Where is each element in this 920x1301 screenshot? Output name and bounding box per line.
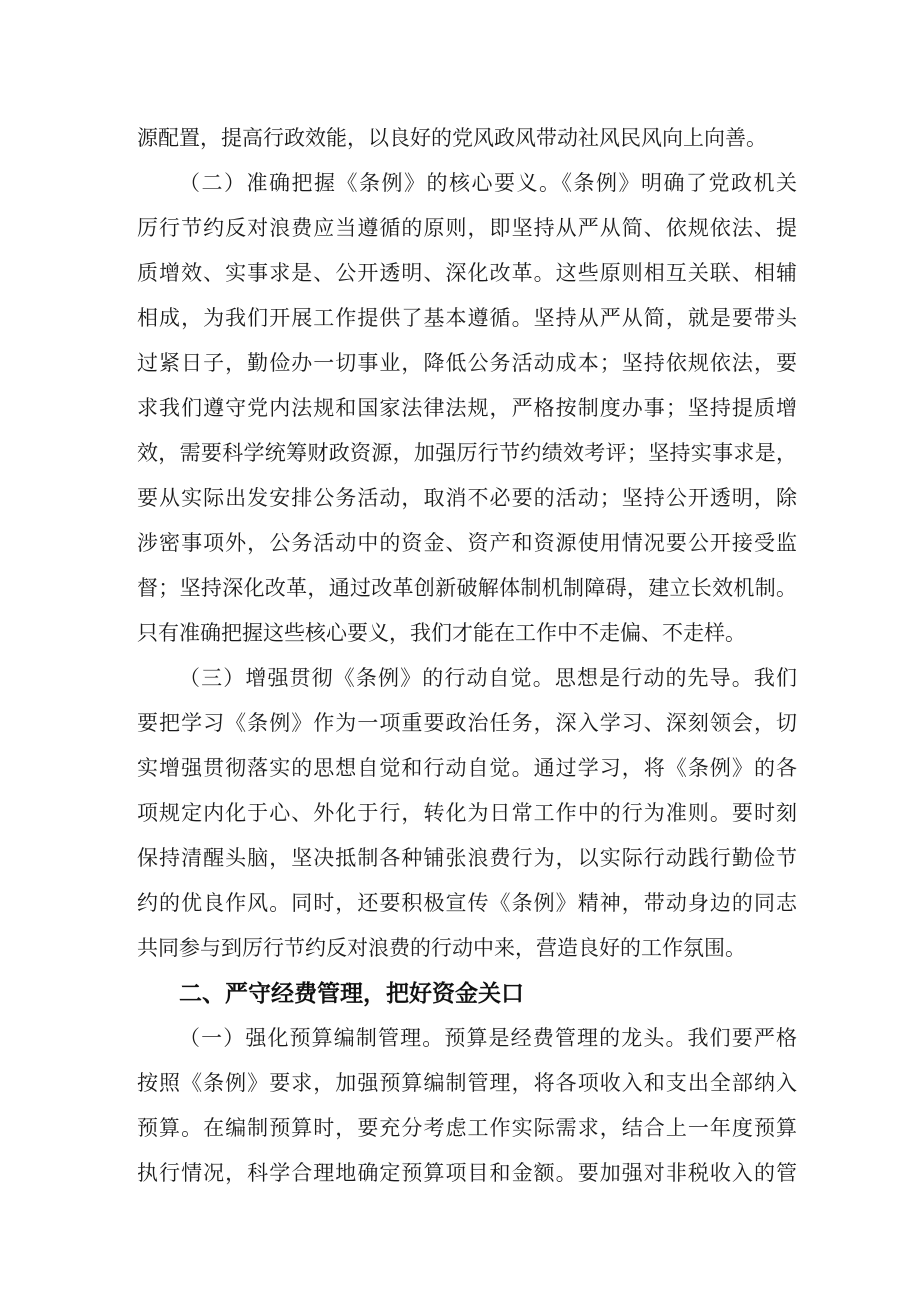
- paragraph-3-line-5: 保持清醒头脑，坚决抵制各种铺张浪费行为，以实际行动践行勤俭节: [137, 846, 797, 870]
- paragraph-1-line-1: 源配置，提高行政效能，以良好的党风政风带动社风民风向上向善。: [137, 126, 767, 150]
- paragraph-2-line-1: （二）准确把握《条例》的核心要义。《条例》明确了党政机关: [179, 171, 797, 195]
- paragraph-4-line-3: 预算。在编制预算时，要充分考虑工作实际需求，结合上一年度预算: [137, 1116, 797, 1140]
- paragraph-3-line-3: 实增强贯彻落实的思想自觉和行动自觉。通过学习，将《条例》的各: [137, 756, 797, 780]
- paragraph-2-line-11: 只有准确把握这些核心要义，我们才能在工作中不走偏、不走样。: [137, 621, 746, 645]
- paragraph-2-line-8: 要从实际出发安排公务活动，取消不必要的活动；坚持公开透明，除: [137, 486, 797, 510]
- paragraph-2-line-4: 相成，为我们开展工作提供了基本遵循。坚持从严从简，就是要带头: [137, 306, 797, 330]
- paragraph-2-line-9: 涉密事项外，公务活动中的资金、资产和资源使用情况要公开接受监: [137, 531, 797, 555]
- paragraph-4-line-2: 按照《条例》要求，加强预算编制管理，将各项收入和支出全部纳入: [137, 1071, 797, 1095]
- section-heading: 二、严守经费管理，把好资金关口: [179, 981, 524, 1007]
- paragraph-2-line-2: 厉行节约反对浪费应当遵循的原则，即坚持从严从简、依规依法、提: [137, 216, 797, 240]
- paragraph-2-line-7: 效，需要科学统筹财政资源，加强厉行节约绩效考评；坚持实事求是，: [137, 441, 797, 465]
- paragraph-3-line-4: 项规定内化于心、外化于行，转化为日常工作中的行为准则。要时刻: [137, 801, 797, 825]
- paragraph-2-line-3: 质增效、实事求是、公开透明、深化改革。这些原则相互关联、相辅: [137, 261, 797, 285]
- paragraph-3-line-7: 共同参与到厉行节约反对浪费的行动中来，营造良好的工作氛围。: [137, 936, 746, 960]
- paragraph-2-line-5: 过紧日子，勤俭办一切事业，降低公务活动成本；坚持依规依法，要: [137, 351, 797, 375]
- paragraph-4-line-1: （一）强化预算编制管理。预算是经费管理的龙头。我们要严格: [179, 1026, 797, 1050]
- paragraph-2-line-6: 求我们遵守党内法规和国家法律法规，严格按制度办事；坚持提质增: [137, 396, 797, 420]
- paragraph-2-line-10: 督；坚持深化改革，通过改革创新破解体制机制障碍，建立长效机制。: [137, 576, 797, 600]
- paragraph-3-line-2: 要把学习《条例》作为一项重要政治任务，深入学习、深刻领会，切: [137, 711, 797, 735]
- paragraph-3-line-1: （三）增强贯彻《条例》的行动自觉。思想是行动的先导。我们: [179, 666, 797, 690]
- paragraph-4-line-4: 执行情况，科学合理地确定预算项目和金额。要加强对非税收入的管: [137, 1161, 797, 1185]
- paragraph-3-line-6: 约的优良作风。同时，还要积极宣传《条例》精神，带动身边的同志: [137, 891, 797, 915]
